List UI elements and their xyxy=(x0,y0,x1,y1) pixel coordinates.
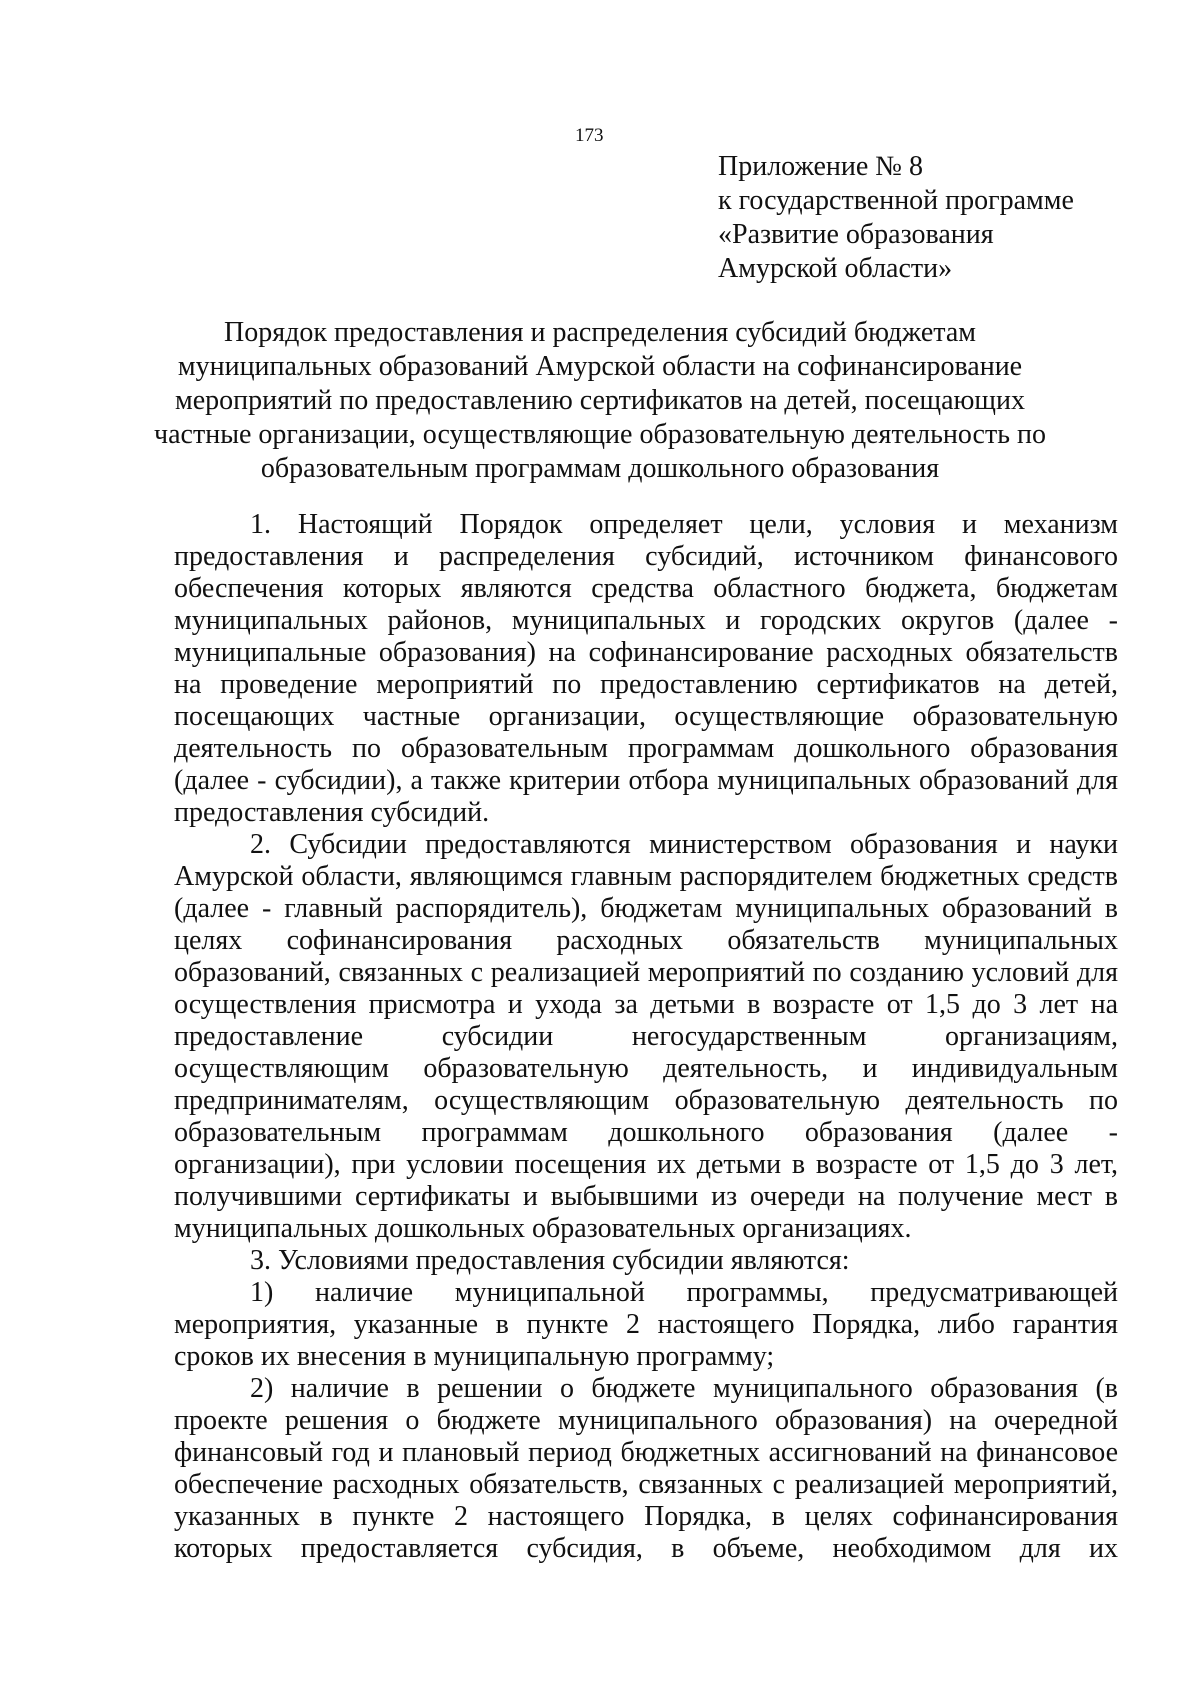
title-line: мероприятий по предоставлению сертификатов на детей, посещающих xyxy=(175,385,1025,416)
appendix-line: «Развитие образования xyxy=(718,219,994,250)
document-body xyxy=(174,509,1118,1565)
title-line: Порядок предоставления и распределения субсидий бюджетам xyxy=(224,317,976,348)
title-line: образовательным программам дошкольного образования xyxy=(260,453,940,484)
appendix-line: Амурской области» xyxy=(718,253,953,284)
paragraph-3-item-2: 2) наличие в решении о бюджете муниципального образования (в проекте решения о бюджете муниципального образования) на очередной финансовый год и плановый период бюджетных ассигнований на финансовое обеспечение расходных обязательств, связанных с реализацией мероприятий, указанных в пункте 2 настоящего Порядка, в целях софинансирования которых предоставляется субсидия, в объеме, необходимом для их xyxy=(174,1373,1118,1564)
title-line: частные организации, осуществляющие образовательную деятельность по xyxy=(154,419,1046,450)
appendix-line: к государственной программе xyxy=(718,185,1074,216)
paragraph-2: 2. Субсидии предоставляются министерством образования и науки Амурской области, являющимся главным распорядителем бюджетных средств (далее - главный распорядитель), бюджетам муниципальных образований в целях софинансирования расходных обязательств муниципальных образований, связанных с реализацией мероприятий по созданию условий для осуществления присмотра и ухода за детьми в возрасте от 1,5 до 3 лет на предоставление субсидии негосударственным организациям, осуществляющим образовательную деятельность, и индивидуальным предпринимателям, осуществляющим образовательную деятельность по образовательным программам дошкольного образования (далее - организации), при условии посещения их детьми в возрасте от 1,5 до 3 лет, получившими сертификаты и выбывшими из очереди на получение мест в муниципальных дошкольных образовательных организациях. xyxy=(174,829,1118,1244)
appendix-header xyxy=(718,150,1074,286)
document-title xyxy=(120,316,1080,486)
paragraph-3: 3. Условиями предоставления субсидии являются: xyxy=(250,1245,850,1276)
title-line: муниципальных образований Амурской области на софинансирование xyxy=(177,351,1023,382)
appendix-line: Приложение № 8 xyxy=(718,151,923,182)
paragraph-3-item-1: 1) наличие муниципальной программы, предусматривающей мероприятия, указанные в пункте 2 настоящего Порядка, либо гарантия сроков их внесения в муниципальную программу; xyxy=(174,1277,1118,1372)
paragraph-1: 1. Настоящий Порядок определяет цели, условия и механизм предоставления и распределения субсидий, источником финансового обеспечения которых являются средства областного бюджета, бюджетам муниципальных районов, муниципальных и городских округов (далее - муниципальные образования) на софинансирование расходных обязательств на проведение мероприятий по предоставлению сертификатов на детей, посещающих частные организации, осуществляющие образовательную деятельность по образовательным программам дошкольного образования (далее - субсидии), а также критерии отбора муниципальных образований для предоставления субсидий. xyxy=(174,509,1118,828)
page-number: 173 xyxy=(575,125,604,146)
